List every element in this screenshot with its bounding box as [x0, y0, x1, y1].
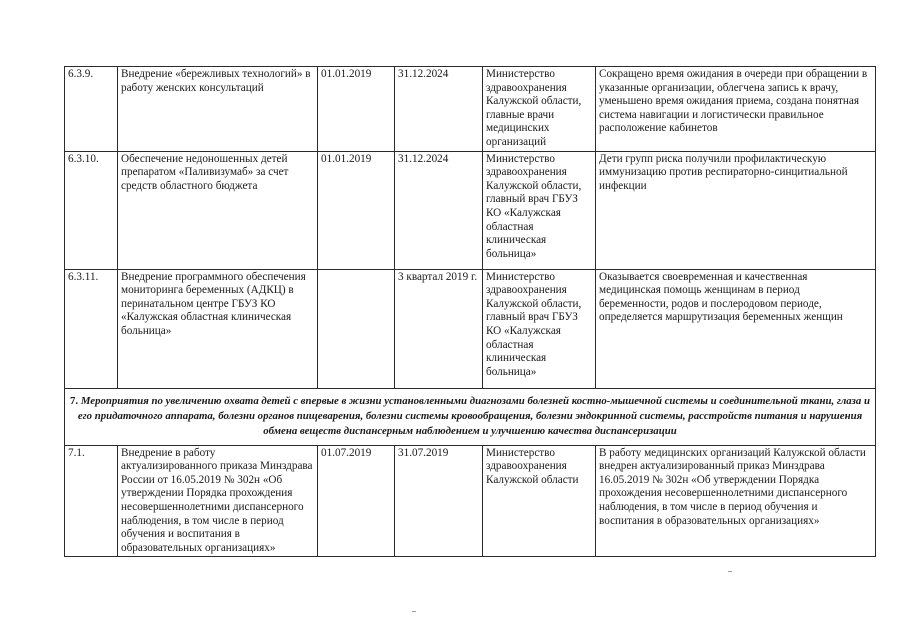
end-date: 31.12.2024 — [395, 67, 483, 152]
scan-speck — [412, 611, 416, 612]
start-date: 01.07.2019 — [318, 445, 395, 557]
table-row — [65, 67, 876, 152]
end-date: 31.07.2019 — [395, 445, 483, 557]
measure-name: Обеспечение недоношенных детей препаратом «Паливизумаб» за счет средств областного бюджета — [118, 151, 318, 269]
table-row — [65, 269, 876, 388]
measure-name: Внедрение «бережливых технологий» в работу женских консультаций — [118, 67, 318, 152]
expected-result: Дети групп риска получили профилактическую иммунизацию против респираторно-синцитиальной инфекции — [596, 151, 876, 269]
expected-result: В работу медицинских организаций Калужской области внедрен актуализированный приказ Минздрава 16.05.2019 № 302н «Об утверждении Порядка прохождения несовершеннолетними диспансерного наблюдения, в том числе в период обучения и воспитания в образовательных организациях» — [596, 445, 876, 557]
expected-result: Оказывается своевременная и качественная медицинская помощь женщинам в период беременности, родов и послеродовом периоде, определяется маршрутизация беременных женщин — [596, 269, 876, 388]
measure-name: Внедрение в работу актуализированного приказа Минздрава России от 16.05.2019 № 302н «Об утверждении Порядка прохождения несовершеннолетними диспансерного наблюдения, в том числе в период обучения и воспитания в образовательных организациях» — [118, 445, 318, 557]
start-date: 01.01.2019 — [318, 151, 395, 269]
responsible-executor: Министерство здравоохранения Калужской области — [483, 445, 596, 557]
end-date: 31.12.2024 — [395, 151, 483, 269]
action-plan-table — [64, 66, 876, 557]
expected-result: Сокращено время ожидания в очереди при обращении в указанные организации, облегчена запись к врачу, уменьшено время ожидания приема, создана понятная система навигации и логистически правильное расположение кабинетов — [596, 67, 876, 152]
table-row — [65, 445, 876, 557]
measure-name: Внедрение программного обеспечения мониторинга беременных (АДКЦ) в перинатальном центре ГБУЗ КО «Калужская областная клиническая больница» — [118, 269, 318, 388]
table-row — [65, 151, 876, 269]
responsible-executor: Министерство здравоохранения Калужской области, главные врачи медицинских организаций — [483, 67, 596, 152]
section-heading — [65, 388, 876, 445]
row-number: 6.3.9. — [65, 67, 118, 152]
row-number: 6.3.11. — [65, 269, 118, 388]
responsible-executor: Министерство здравоохранения Калужской области, главный врач ГБУЗ КО «Калужская областная клиническая больница» — [483, 269, 596, 388]
section-header-row — [65, 388, 876, 445]
start-date — [318, 269, 395, 388]
row-number: 7.1. — [65, 445, 118, 557]
section-title: Мероприятия по увеличению охвата детей с впервые в жизни установленными диагнозами болезней костно-мышечной системы и соединительной ткани, глаза и его придаточного аппарата, болезни органов пищеварения, болезни системы кровообращения, болезни эндокринной системы, расстройств питания и нарушения обмена веществ диспансерным наблюдением и улучшению качества диспансеризации — [77, 395, 870, 438]
row-number: 6.3.10. — [65, 151, 118, 269]
responsible-executor: Министерство здравоохранения Калужской области, главный врач ГБУЗ КО «Калужская областная клиническая больница» — [483, 151, 596, 269]
section-number: 7. — [70, 395, 79, 408]
start-date: 01.01.2019 — [318, 67, 395, 152]
end-date: 3 квартал 2019 г. — [395, 269, 483, 388]
scan-speck — [728, 571, 732, 572]
